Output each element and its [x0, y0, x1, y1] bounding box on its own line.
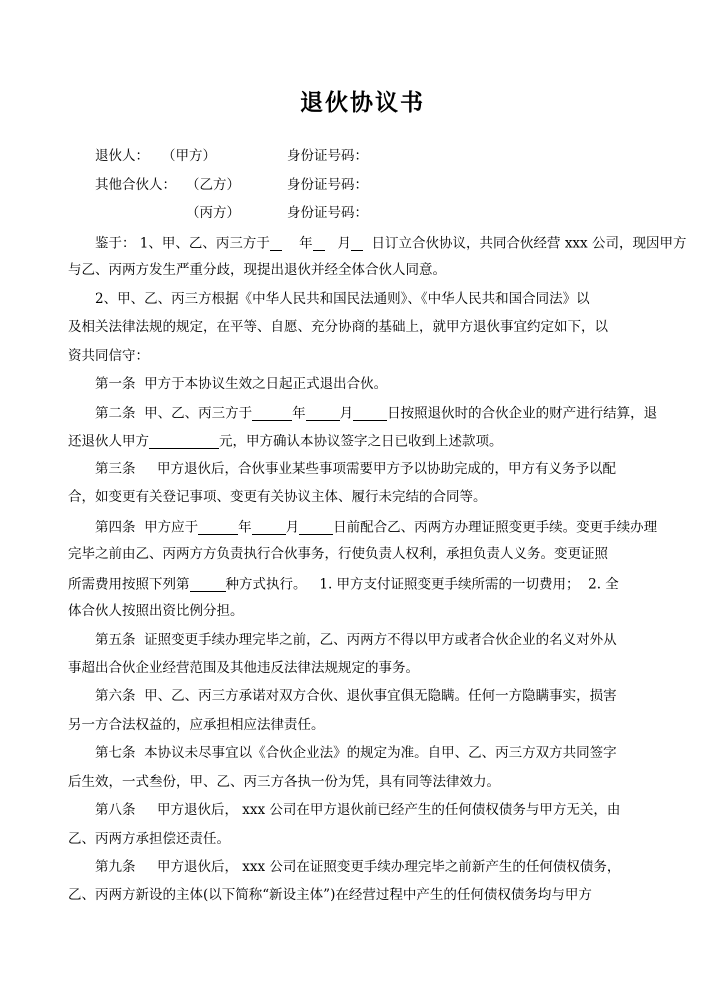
article-5-line-2: 事超出合伙企业经营范围及其他违反法律法规规定的事务。	[68, 660, 419, 676]
recital-2-line-1: 2、甲、乙、丙三方根据《中华人民共和国民法通则》、《中华人民共和国合同法》以	[95, 291, 590, 307]
blank-field	[270, 236, 282, 251]
article-5-line-1: 第五条 证照变更手续办理完毕之前，乙、丙两方不得以甲方或者合伙企业的名义对外从	[95, 632, 617, 648]
withdrawing-partner-role: （甲方）	[162, 148, 216, 164]
document-title: 退伙协议书	[300, 89, 425, 116]
other-partner-role-c: （丙方）	[186, 205, 240, 221]
blank-field	[149, 434, 219, 449]
article-2-line-2: 还退伙人甲方 元，甲方确认本协议签字之日已收到上述款项。	[68, 433, 503, 450]
recital-1-line-2: 与乙、丙两方发生严重分歧，现提出退伙并经全体合伙人同意。	[68, 262, 446, 278]
article-4-line-4: 体合伙人按照出资比例分担。	[68, 603, 244, 619]
article-6-line-2: 另一方合法权益的，应承担相应法律责任。	[68, 717, 325, 733]
article-4-line-3: 所需费用按照下列第 种方式执行。 1. 甲方支付证照变更手续所需的一切费用； 2. 全	[68, 576, 619, 593]
article-2-line-1: 第二条 甲、乙、丙三方于 年 月 日按照退伙时的合伙企业的财产进行结算，退	[95, 405, 658, 422]
article-9-line-1: 第九条 甲方退伙后， xxx 公司在证照变更手续办理完毕之前新产生的任何债权债务，	[95, 859, 621, 875]
article-6-line-1: 第六条 甲、乙、丙三方承诺对双方合伙、退伙事宜俱无隐瞒。任何一方隐瞒事实，损害	[95, 688, 617, 704]
id-number-label: 身份证号码：	[287, 177, 368, 193]
blank-field	[190, 577, 226, 592]
blank-field	[351, 236, 363, 251]
blank-field	[353, 406, 387, 421]
withdrawing-partner-label: 退伙人：	[95, 148, 149, 164]
article-3-line-2: 合，如变更有关登记事项、变更有关协议主体、履行未完结的合同等。	[68, 489, 487, 505]
id-number-label: 身份证号码：	[287, 148, 368, 164]
article-7-line-2: 后生效，一式叁份，甲、乙、丙三方各执一份为凭，具有同等法律效力。	[68, 774, 500, 790]
blank-field	[313, 236, 325, 251]
blank-field	[306, 406, 340, 421]
recital-1-line-1: 鉴于： 1、甲、乙、丙三方于 年 月 日订立合伙协议，共同合伙经营 xxx 公司，现因甲方	[95, 235, 687, 252]
recital-2-line-3: 资共同信守：	[68, 348, 149, 364]
article-7-line-1: 第七条 本协议未尽事宜以《合伙企业法》的规定为准。自甲、乙、丙三方双方共同签字	[95, 745, 617, 761]
article-4-line-1: 第四条 甲方应于 年 月 日前配合乙、丙两方办理证照变更手续。变更手续办理	[95, 519, 658, 536]
other-partner-role-b: （乙方）	[186, 177, 240, 193]
recital-2-line-2: 及相关法律法规的规定，在平等、自愿、充分协商的基础上，就甲方退伙事宜约定如下，以	[68, 319, 608, 335]
article-4-line-2: 完毕之前由乙、丙两方方负责执行合伙事务，行使负责人权利，承担负责人义务。变更证照	[68, 546, 608, 562]
article-8-line-1: 第八条 甲方退伙后， xxx 公司在甲方退伙前已经产生的任何债权债务与甲方无关，由	[95, 802, 621, 818]
id-number-label: 身份证号码：	[287, 205, 368, 221]
article-8-line-2: 乙、丙两方承担偿还责任。	[68, 831, 230, 847]
article-3-line-1: 第三条 甲方退伙后，合伙事业某些事项需要甲方予以协助完成的，甲方有义务予以配	[95, 461, 616, 477]
article-9-line-2: 乙、丙两方新设的主体(以下简称“新设主体”)在经营过程中产生的任何债权债务均与甲方	[68, 887, 592, 903]
other-partners-label: 其他合伙人：	[95, 177, 176, 193]
blank-field	[252, 520, 286, 535]
article-1: 第一条 甲方于本协议生效之日起正式退出合伙。	[95, 376, 388, 392]
blank-field	[198, 520, 238, 535]
blank-field	[252, 406, 292, 421]
blank-field	[299, 520, 333, 535]
